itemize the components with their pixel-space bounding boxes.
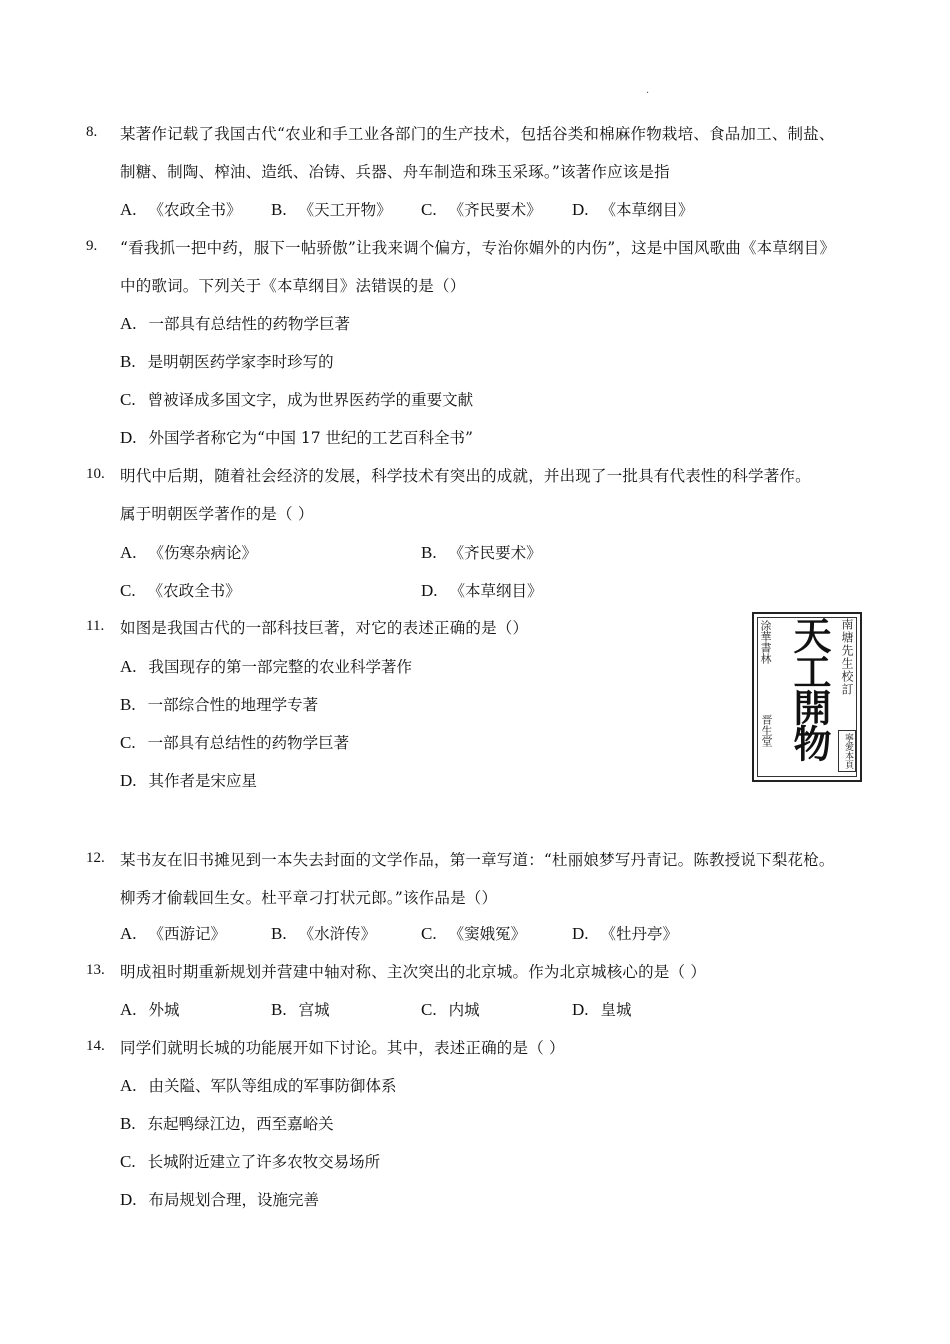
- question-stem-line: 明成祖时期重新规划并营建中轴对称、主次突出的北京城。作为北京城核心的是（ ）: [120, 963, 707, 981]
- option-b[interactable]: B. 东起鸭绿江边，西至嘉峪关: [120, 1114, 334, 1133]
- option-d[interactable]: D. 外国学者称它为“中国 17 世纪的工艺百科全书”: [120, 428, 473, 447]
- option-d[interactable]: D. 其作者是宋应星: [120, 771, 258, 790]
- book-cover-hall-text: 晋生堂: [760, 714, 773, 747]
- question-number: 10.: [86, 466, 105, 482]
- option-b[interactable]: B. 《天工开物》: [271, 200, 392, 219]
- question-stem-line: “看我抓一把中药，服下一帖骄傲”让我来调个偏方，专治你媚外的内伤”，这是中国风歌曲《本草纲目》: [120, 239, 836, 257]
- option-c[interactable]: C. 长城附近建立了许多农牧交易场所: [120, 1152, 381, 1171]
- option-c[interactable]: C. 内城: [421, 1000, 480, 1019]
- option-d[interactable]: D. 皇城: [572, 1000, 632, 1019]
- book-cover-editor-text: 南塘先生校訂: [840, 618, 854, 696]
- option-c[interactable]: C. 一部具有总结性的药物学巨著: [120, 733, 350, 752]
- option-c[interactable]: C. 《窦娥冤》: [421, 924, 527, 943]
- question-number: 11.: [86, 618, 105, 634]
- question-number: 14.: [86, 1038, 105, 1054]
- option-d[interactable]: D. 布局规划合理，设施完善: [120, 1190, 320, 1209]
- book-cover-title: 天工開物: [787, 616, 832, 760]
- question-stem-line: 如图是我国古代的一部科技巨著，对它的表述正确的是（）: [120, 619, 529, 637]
- option-b[interactable]: B. 宫城: [271, 1000, 330, 1019]
- question-stem-line: 中的歌词。下列关于《本草纲目》法错误的是（）: [120, 277, 466, 295]
- option-b[interactable]: B. 是明朝医药学家李时珍写的: [120, 352, 334, 371]
- option-c[interactable]: C. 曾被译成多国文字，成为世界医药学的重要文献: [120, 390, 474, 409]
- question-stem-line: 柳秀才偷载回生女。杜平章刁打状元郎。”该作品是（）: [120, 889, 498, 907]
- book-cover-seal: 寧愛本頁: [838, 730, 856, 772]
- option-b[interactable]: B. 《齐民要术》: [421, 543, 542, 562]
- option-d[interactable]: D. 《牡丹亭》: [572, 924, 679, 943]
- question-number: 8.: [86, 124, 98, 140]
- book-cover-publisher-text: 涂華書林: [759, 620, 772, 664]
- option-b[interactable]: B. 一部综合性的地理学专著: [120, 695, 319, 714]
- question-number: 9.: [86, 238, 98, 254]
- option-a[interactable]: A. 由关隘、军队等组成的军事防御体系: [120, 1076, 397, 1095]
- question-number: 12.: [86, 850, 105, 866]
- question-stem-line: 明代中后期，随着社会经济的发展，科学技术有突出的成就，并出现了一批具有代表性的科学著作。: [120, 467, 811, 485]
- option-c[interactable]: C. 《齐民要术》: [421, 200, 542, 219]
- book-cover-image: [752, 612, 862, 782]
- option-c[interactable]: C. 《农政全书》: [120, 581, 241, 600]
- question-number: 13.: [86, 962, 105, 978]
- option-d[interactable]: D. 《本草纲目》: [572, 200, 694, 219]
- option-a[interactable]: A. 一部具有总结性的药物学巨著: [120, 314, 351, 333]
- question-stem-line: 某著作记载了我国古代“农业和手工业各部门的生产技术，包括谷类和棉麻作物栽培、食品加工、制盐、: [120, 125, 835, 143]
- question-stem-line: 制糖、制陶、榨油、造纸、冶铸、兵器、舟车制造和珠玉采琢。”该著作应该是指: [120, 163, 670, 181]
- header-mark: ·: [646, 88, 650, 99]
- option-a[interactable]: A. 外城: [120, 1000, 180, 1019]
- option-a[interactable]: A. 《西游记》: [120, 924, 227, 943]
- option-a[interactable]: A. 《农政全书》: [120, 200, 242, 219]
- option-b[interactable]: B. 《水浒传》: [271, 924, 377, 943]
- question-stem-line: 同学们就明长城的功能展开如下讨论。其中，表述正确的是（ ）: [120, 1039, 565, 1057]
- option-d[interactable]: D. 《本草纲目》: [421, 581, 543, 600]
- option-a[interactable]: A. 我国现存的第一部完整的农业科学著作: [120, 657, 413, 676]
- option-a[interactable]: A. 《伤寒杂病论》: [120, 543, 258, 562]
- question-stem-line: 属于明朝医学著作的是（ ）: [120, 505, 314, 523]
- question-stem-line: 某书友在旧书摊见到一本失去封面的文学作品，第一章写道：“杜丽娘梦写丹青记。陈教授说下梨花枪。: [120, 851, 835, 869]
